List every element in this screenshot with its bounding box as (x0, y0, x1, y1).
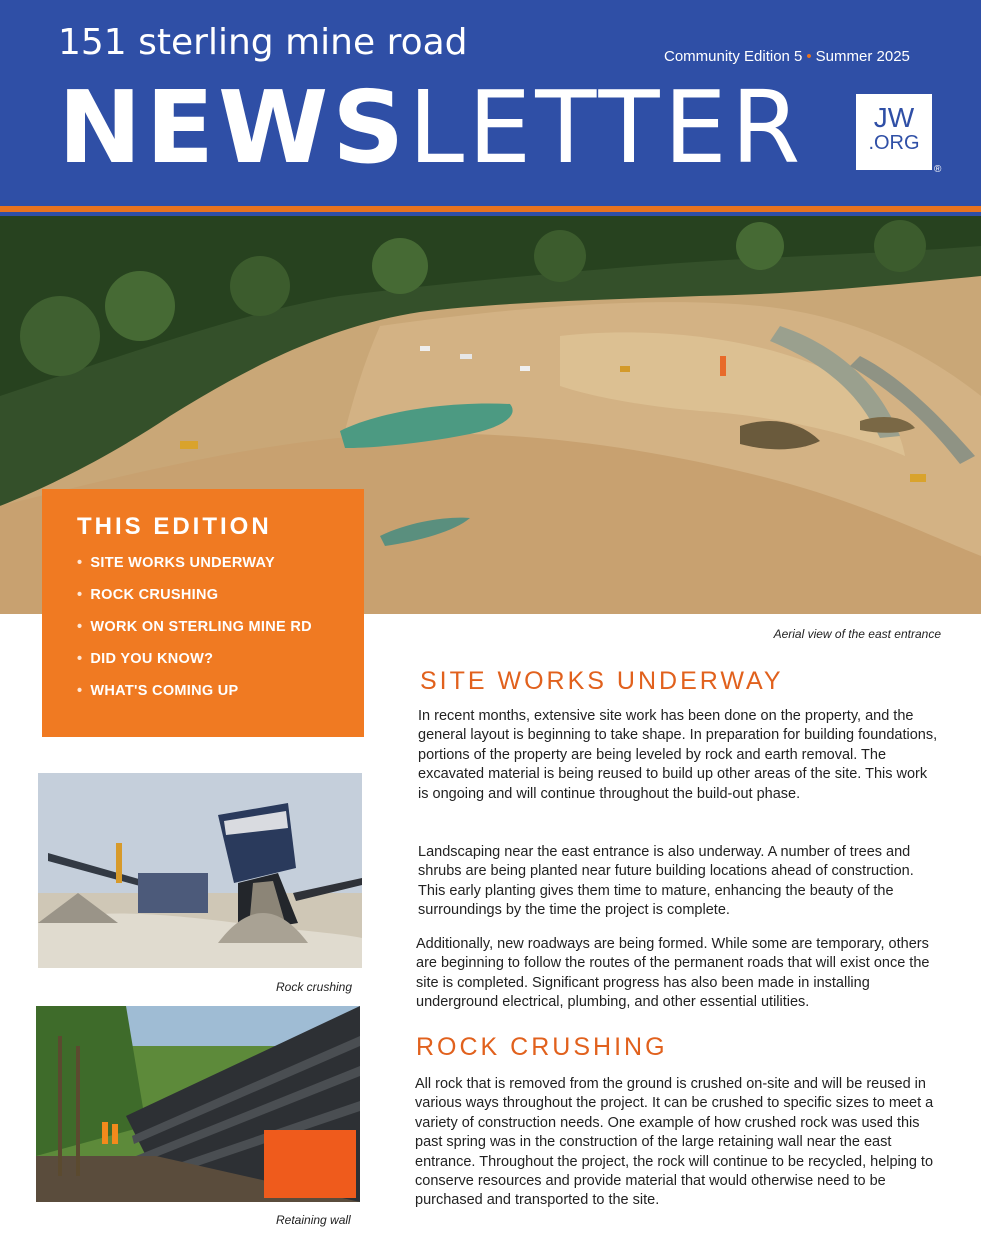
site-works-heading: SITE WORKS UNDERWAY (420, 667, 784, 695)
rock-crushing-photo (38, 773, 362, 968)
toc-item-site-works[interactable]: • SITE WORKS UNDERWAY (77, 555, 364, 571)
toc-item-sterling-mine-rd[interactable]: • WORK ON STERLING MINE RD (77, 619, 364, 635)
rock-crusher-illustration (38, 773, 362, 968)
this-edition-list (77, 555, 364, 699)
masthead (0, 0, 981, 206)
toc-item-rock-crushing[interactable]: • ROCK CRUSHING (77, 587, 364, 603)
site-works-paragraph-2: Landscaping near the east entrance is also underway. A number of trees and shrubs are being planted near future building locations ahead of construction. This early planting gives them time to mature, enhancing the beauty of the surroundings by the time the project is complete. (418, 844, 914, 919)
hero-caption: Aerial view of the east entrance (773, 627, 941, 641)
rock-crushing-heading: ROCK CRUSHING (416, 1033, 668, 1061)
registered-mark: ® (934, 164, 942, 175)
retaining-wall-photo (36, 1006, 360, 1202)
title-bold-part: NEWS (58, 69, 409, 186)
address-text: 151 sterling mine road (58, 22, 468, 63)
newsletter-title (58, 69, 805, 186)
edition-separator: • (806, 48, 812, 65)
toc-item-did-you-know[interactable]: • DID YOU KNOW? (77, 651, 364, 667)
site-works-paragraph-3: Additionally, new roadways are being formed. While some are temporary, others are beginning to follow the routes of the permanent roads that will exist once the site is completed. Significant progress has also been made in installing underground electrical, plumbing, and other essential utilities. (416, 936, 930, 1011)
edition-number: Community Edition 5 (664, 48, 803, 65)
jw-org-logo[interactable] (856, 94, 932, 170)
retaining-wall-caption: Retaining wall (276, 1213, 351, 1227)
this-edition-heading: THIS EDITION (77, 513, 272, 540)
rock-crushing-paragraph: All rock that is removed from the ground is crushed on-site and will be reused in various ways throughout the project. It can be crushed to specific sizes to meet a variety of construction needs. One example of how crushed rock was used this past spring was in the construction of the large retaining wall near the east entrance. Throughout the project, the rock will continue to be recycled, helping to conserve resources and provide material that would otherwise need to be purchased and transported to the site. (415, 1076, 934, 1209)
this-edition-box (42, 489, 364, 737)
rock-crushing-caption: Rock crushing (276, 980, 353, 994)
edition-season: Summer 2025 (815, 48, 910, 65)
logo-line-1: JW (873, 102, 915, 133)
logo-line-2: .ORG (868, 132, 920, 154)
retaining-wall-illustration (36, 1006, 360, 1202)
title-regular-part: LETTER (408, 69, 805, 186)
toc-item-whats-coming-up[interactable]: • WHAT'S COMING UP (77, 683, 364, 699)
edition-info (664, 48, 910, 65)
site-works-paragraph-1: In recent months, extensive site work has been done on the property, and the general layout is beginning to take shape. In preparation for building foundations, portions of the property are being leveled by rock and earth removal. The excavated material is being reused to build up other areas of the site. This work is ongoing and will continue throughout the build-out phase. (418, 708, 938, 802)
